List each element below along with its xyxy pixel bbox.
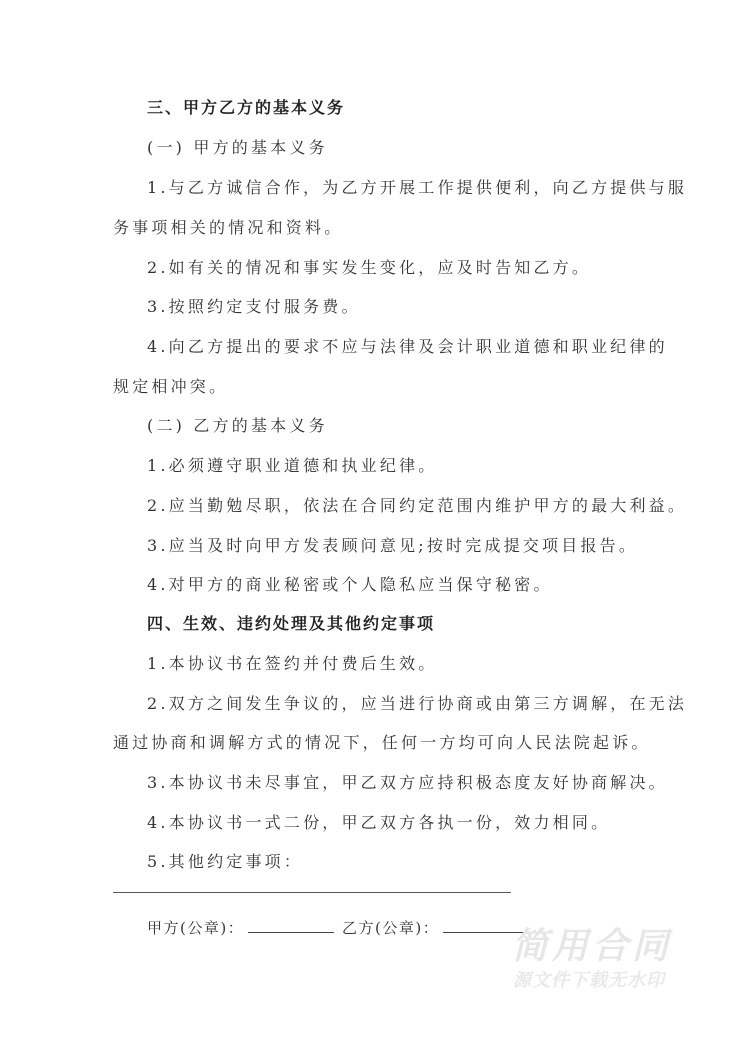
partA-subheading: (一) 甲方的基本义务: [147, 138, 328, 157]
section3-heading: 三、甲方乙方的基本义务: [147, 98, 346, 117]
partA-item-1: 1.与乙方诚信合作，为乙方开展工作提供便利，向乙方提供与服: [147, 178, 688, 197]
other-terms-blank-line: [113, 892, 511, 893]
partB-item-1: 1.必须遵守职业道德和执业纪律。: [147, 456, 438, 475]
partyB-seal-label: 乙方(公章)：: [342, 919, 440, 937]
section4-item-2: 2.双方之间发生争议的，应当进行协商或由第三方调解，在无法: [147, 694, 688, 713]
section4-item-2-cont: 通过协商和调解方式的情况下，任何一方均可向人民法院起诉。: [113, 733, 651, 752]
partB-item-4: 4.对甲方的商业秘密或个人隐私应当保守秘密。: [147, 575, 553, 594]
section4-item-1: 1.本协议书在签约并付费后生效。: [147, 654, 438, 673]
partA-item-1-cont: 务事项相关的情况和资料。: [113, 218, 344, 237]
partB-subheading: (二) 乙方的基本义务: [147, 416, 328, 435]
watermark-logo: 简用合同: [512, 926, 673, 967]
section4-item-3: 3.本协议书未尽事宜，甲乙双方应持积极态度友好协商解决。: [147, 773, 668, 792]
partA-item-4-cont: 规定相冲突。: [113, 377, 229, 396]
partA-item-3: 3.按照约定支付服务费。: [147, 297, 361, 316]
partyB-signature: [342, 917, 529, 938]
watermark-subtext: 源文件下载无水印: [513, 970, 665, 991]
partyA-signature-blank: [248, 918, 334, 933]
section4-heading: 四、生效、违约处理及其他约定事项: [147, 614, 436, 633]
section4-item-5: 5.其他约定事项：: [147, 852, 304, 871]
partyA-signature: [147, 917, 334, 938]
partyA-seal-label: 甲方(公章)：: [147, 919, 245, 937]
partB-item-3: 3.应当及时向甲方发表顾问意见;按时完成提交项目报告。: [147, 536, 639, 555]
partA-item-4: 4.向乙方提出的要求不应与法律及会计职业道德和职业纪律的: [147, 337, 668, 356]
partB-item-2: 2.应当勤勉尽职，依法在合同约定范围内维护甲方的最大利益。: [147, 496, 688, 515]
partA-item-2: 2.如有关的情况和事实发生变化，应及时告知乙方。: [147, 258, 592, 277]
section4-item-4: 4.本协议书一式二份，甲乙双方各执一份，效力相同。: [147, 813, 611, 832]
